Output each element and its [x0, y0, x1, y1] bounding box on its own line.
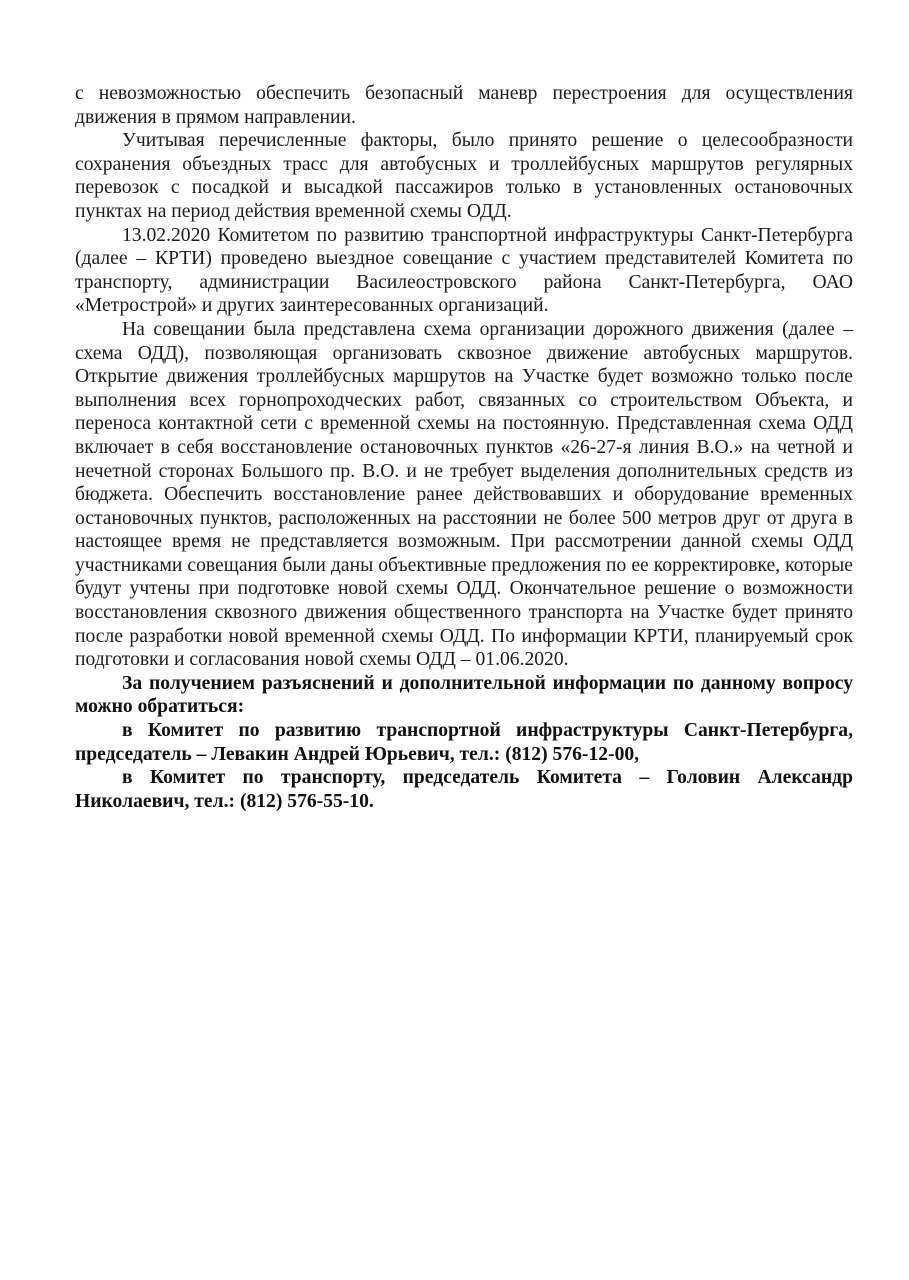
contacts-intro: За получением разъяснений и дополнительной информации по данному вопросу можно обратиться:	[75, 672, 853, 718]
paragraph-decision: Учитывая перечисленные факторы, было принято решение о целесообразности сохранения объездных трасс для автобусных и троллейбусных маршрутов регулярных перевозок с посадкой и высадкой пассажиров только в установленных остановочных пунктах на период действия временной схемы ОДД.	[75, 130, 853, 222]
paragraph-scheme: На совещании была представлена схема организации дорожного движения (далее – схема ОДД), позволяющая организовать сквозное движение автобусных маршрутов. Открытие движения троллейбусных маршрутов на Участке будет возможно только после выполнения всех горнопроходческих работ, связанных со строительством Объекта, и переноса контактной сети с временной схемы на постоянную. Представленная схема ОДД включает в себя восстановление остановочных пунктов «26-27-я линия В.О.» на четной и нечетной сторонах Большого пр. В.О. и не требует выделения дополнительных средств из бюджета. Обеспечить восстановление ранее действовавших и оборудование временных остановочных пунктов, расположенных на расстоянии не более 500 метров друг от друга в настоящее время не представляется возможным. При рассмотрении данной схемы ОДД участниками совещания были даны объективные предложения по ее корректировке, которые будут учтены при подготовке новой схемы ОДД. Окончательное решение о возможности восстановления сквозного движения общественного транспорта на Участке будет принято после разработки новой временной схемы ОДД. По информации КРТИ, планируемый срок подготовки и согласования новой схемы ОДД – 01.06.2020.	[75, 318, 853, 671]
contact-krti: в Комитет по развитию транспортной инфраструктуры Санкт-Петербурга, председатель – Левакин Андрей Юрьевич, тел.: (812) 576-12-00,	[75, 720, 853, 765]
paragraph-meeting: 13.02.2020 Комитетом по развитию транспортной инфраструктуры Санкт-Петербурга (далее – КРТИ) проведено выездное совещание с участием представителей Комитета по транспорту, администрации Василеостровского района Санкт-Петербурга, ОАО «Метрострой» и других заинтересованных организаций.	[75, 224, 853, 317]
paragraph-continuation: с невозможностью обеспечить безопасный маневр перестроения для осуществления движения в прямом направлении.	[75, 83, 853, 128]
contact-transport-committee: в Комитет по транспорту, председатель Комитета – Головин Александр Николаевич, тел.: (812) 576-55-10.	[75, 767, 853, 812]
